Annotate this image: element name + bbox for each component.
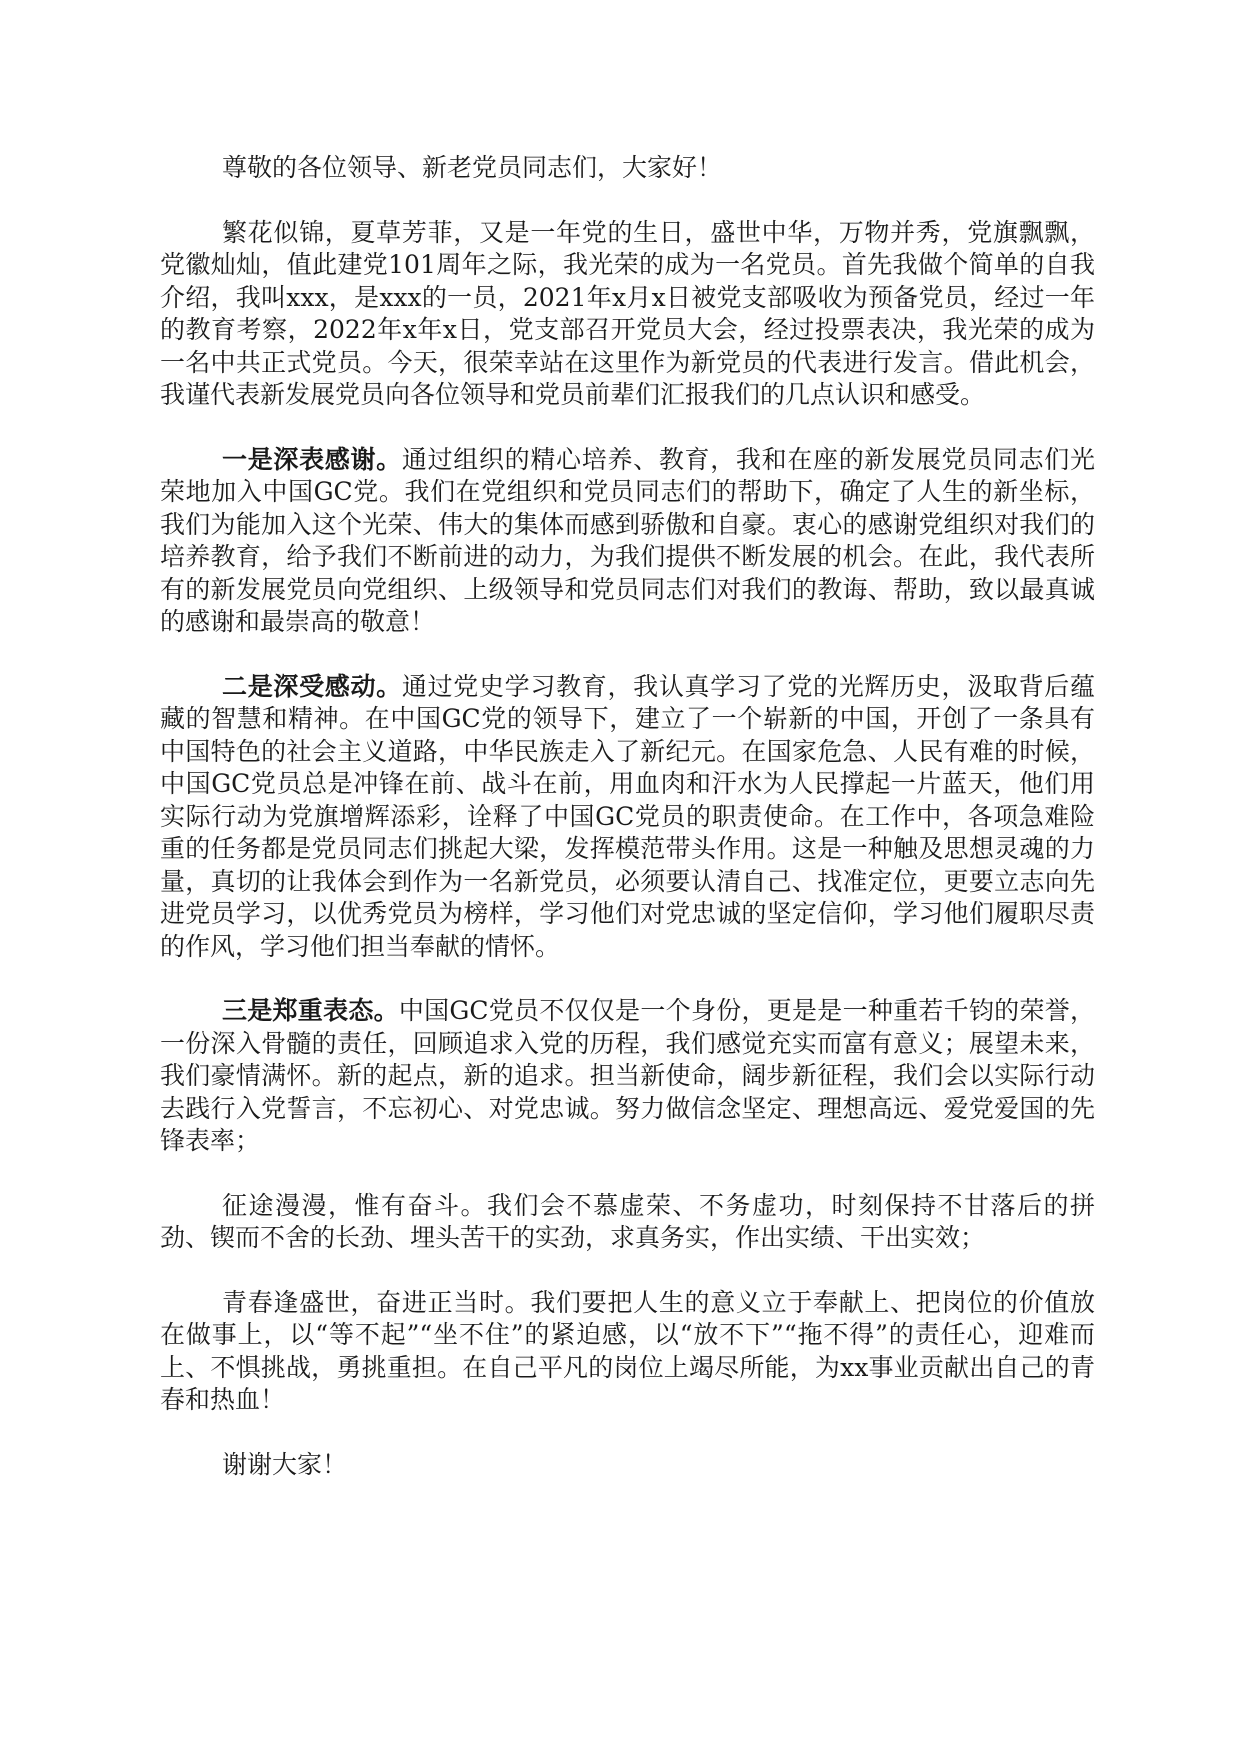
point-three-paragraph: [160, 995, 1095, 1158]
struggle-paragraph: 征途漫漫，惟有奋斗。我们会不慕虚荣、不务虚功，时刻保持不甘落后的拼劲、锲而不舍的长劲、埋头苦干的实劲，求真务实，作出实绩、干出实效；: [160, 1190, 1095, 1252]
greeting-paragraph: 尊敬的各位领导、新老党员同志们，大家好！: [222, 153, 723, 182]
point-one-heading: 一是深表感谢。: [222, 444, 402, 474]
point-two-heading: 二是深受感动。: [222, 671, 402, 701]
point-one-text: 通过组织的精心培养、教育，我和在座的新发展党员同志们光荣地加入中国GC党。我们在党组织和党员同志们的帮助下，确定了人生的新坐标，我们为能加入这个光荣、伟大的集体而感到骄傲和自豪。衷心的感谢党组织对我们的培养教育，给予我们不断前进的动力，为我们提供不断发展的机会。在此，我代表所有的新发展党员向党组织、上级领导和党员同志们对我们的教诲、帮助，致以最真诚的感谢和最崇高的敬意！: [160, 444, 1095, 636]
closing-paragraph: 谢谢大家！: [222, 1449, 348, 1479]
point-one-paragraph: [160, 444, 1095, 639]
point-three-text: 中国GC党员不仅仅是一个身份，更是是一种重若千钧的荣誉，一份深入骨髓的责任，回顾追求入党的历程，我们感觉充实而富有意义；展望未来，我们豪情满怀。新的起点，新的追求。担当新使命，阔步新征程，我们会以实际行动去践行入党誓言，不忘初心、对党忠诚。努力做信念坚定、理想高远、爱党爱国的先锋表率；: [160, 996, 1095, 1155]
youth-paragraph: 青春逢盛世，奋进正当时。我们要把人生的意义立于奉献上、把岗位的价值放在做事上，以“等不起”“坐不住”的紧迫感，以“放不下”“拖不得”的责任心，迎难而上、不惧挑战，勇挑重担。在自己平凡的岗位上竭尽所能，为xx事业贡献出自己的青春和热血！: [160, 1287, 1095, 1414]
point-two-text: 通过党史学习教育，我认真学习了党的光辉历史，汲取背后蕴藏的智慧和精神。在中国GC党的领导下，建立了一个崭新的中国，开创了一条具有中国特色的社会主义道路，中华民族走入了新纪元。在国家危急、人民有难的时候，中国GC党员总是冲锋在前、战斗在前，用血肉和汗水为人民撑起一片蓝天，他们用实际行动为党旗增辉添彩，诠释了中国GC党员的职责使命。在工作中，各项急难险重的任务都是党员同志们挑起大梁，发挥模范带头作用。这是一种触及思想灵魂的力量，真切的让我体会到作为一名新党员，必须要认清自己、找准定位，更要立志向先进党员学习，以优秀党员为榜样，学习他们对党忠诚的坚定信仰，学习他们履职尽责的作风，学习他们担当奉献的情怀。: [160, 671, 1095, 961]
document-page: [160, 152, 1095, 1513]
point-two-paragraph: [160, 671, 1095, 964]
point-three-heading: 三是郑重表态。: [222, 996, 399, 1025]
intro-paragraph: 繁花似锦，夏草芳菲，又是一年党的生日，盛世中华，万物并秀，党旗飘飘，党徽灿灿，值此建党101周年之际，我光荣的成为一名党员。首先我做个简单的自我介绍，我叫xxx，是xxx的一员，2021年x月x日被党支部吸收为预备党员，经过一年的教育考察，2022年x年x日，党支部召开党员大会，经过投票表决，我光荣的成为一名中共正式党员。今天，很荣幸站在这里作为新党员的代表进行发言。借此机会，我谨代表新发展党员向各位领导和党员前辈们汇报我们的几点认识和感受。: [160, 217, 1095, 409]
